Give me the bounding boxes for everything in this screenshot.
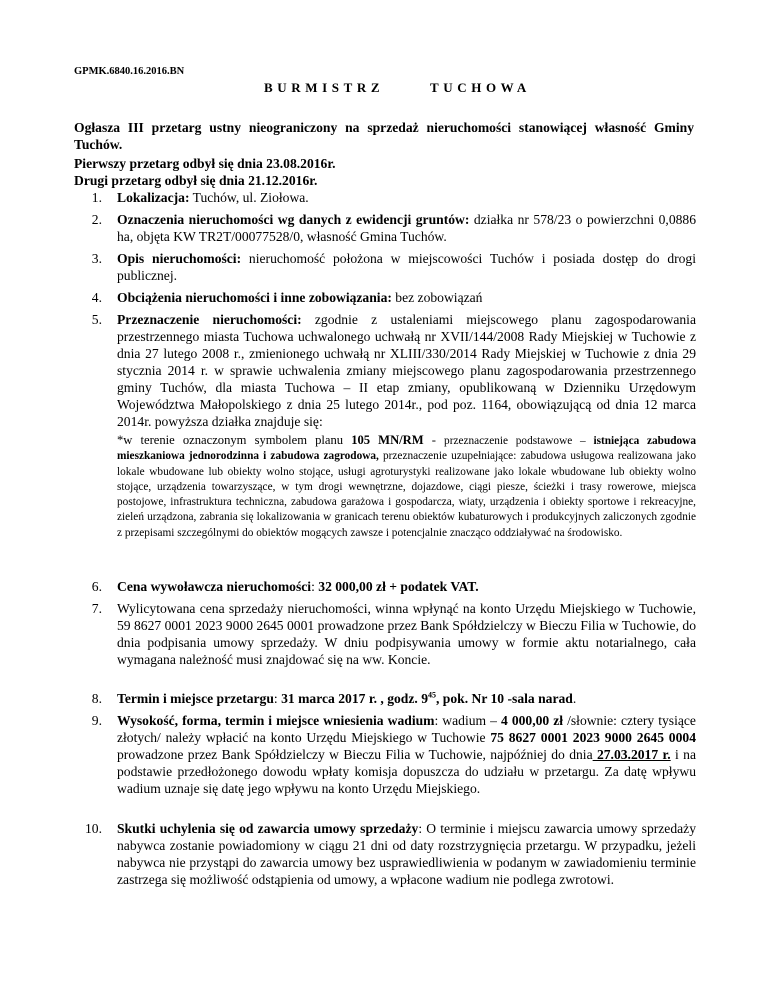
list-item-location xyxy=(74,189,696,206)
item-heading: Obciążenia nieruchomości i inne zobowiązania: xyxy=(117,290,392,305)
item-text: działka nr 578/23 o powierzchni 0,0886 ha, objęta KW TR2T/00077528/0, własność Gmina Tuchów. xyxy=(117,212,697,244)
price-value: 32 000,00 zł + podatek VAT. xyxy=(318,579,479,594)
item-text: Tuchów, ul. Ziołowa. xyxy=(189,190,309,205)
item-number: 1. xyxy=(91,190,102,205)
item-number: 8. xyxy=(91,691,102,706)
item-heading: Termin i miejsce przetargu xyxy=(117,691,274,706)
item-number: 6. xyxy=(91,579,102,594)
header-word-tuchowa: TUCHOWA xyxy=(430,80,531,95)
item-number: 4. xyxy=(91,290,102,305)
first-tender-note: Pierwszy przetarg odbył się dnia 23.08.2016r. xyxy=(74,156,336,171)
zoning-note xyxy=(117,433,696,541)
item-text-2: /słownie: cztery tysiące złotych/ należy wpłacić na konto Urzędu Miejskiego w Tuchowie xyxy=(117,713,696,745)
item-tail: . xyxy=(572,691,577,706)
item-text: zgodnie z ustaleniami miejscowego planu zagospodarowania przestrzennego miasta Tuchowa uchwalonego uchwałą nr XVII/144/2008 Rady Miejskiej w Tuchowie z dnia 27 lutego 2008 r., zmienionego uchwałą nr XLIII/330/2014 Rady Miejskiej w Tuchowie z dnia 29 stycznia 2014 r. w sprawie uchwalenia zmiany miejscowego planu zagospodarowania przestrzennego gminy Tuchów, dla miasta Tuchowa – II etap zmiany, opublikowaną w Dzienniku Urzędowym Województwa Małopolskiego z dnia 25 lutego 2014r., pod poz. 1164, obowiązującą od dnia 12 marca 2014r. powyższa działka znajduje się: xyxy=(117,312,696,429)
zoning-dash: - xyxy=(423,433,445,447)
item-text-4: i na podstawie przedłożonego dowodu wpłaty komisja dopuszcza do udziału w przetargu. Za datę wpływu wadium uznaje się datę jego wpływu na konto Urzędu Miejskiego. xyxy=(117,747,697,796)
deposit-deadline: 27.03.2017 r. xyxy=(592,747,671,762)
list-item-encumbrances xyxy=(74,289,696,306)
list-item-parcel xyxy=(74,211,696,245)
item-number: 9. xyxy=(91,713,102,728)
item-number: 3. xyxy=(91,251,102,266)
zoning-symbol: 105 MN/RM xyxy=(351,433,424,447)
list-item-consequences xyxy=(74,820,696,888)
item-heading: Skutki uchylenia się od zawarcia umowy sprzedaży xyxy=(117,821,419,836)
announcement-title: Ogłasza III przetarg ustny nieograniczony na sprzedaż nieruchomości stanowiącej własność Gminy Tuchów. xyxy=(74,120,694,152)
list-item-date-place xyxy=(74,690,696,707)
item-text: : wadium – xyxy=(434,713,501,728)
zoning-lead: *w terenie oznaczonym symbolem planu xyxy=(117,433,352,447)
deposit-account: 75 8627 0001 2023 9000 2645 0004 xyxy=(490,730,696,745)
list-item-description xyxy=(74,250,696,284)
tender-time-minutes: 45 xyxy=(428,690,436,700)
item-text: bez zobowiązań xyxy=(391,290,483,305)
list-item-deposit xyxy=(74,712,696,797)
item-text-3: prowadzone przez Bank Spółdzielczy w Bieczu Filia w Tuchowie, najpóźniej do dnia xyxy=(117,747,593,762)
zoning-purpose-label: przeznaczenie podstawowe – xyxy=(444,435,594,447)
header-word-burmistrz: BURMISTRZ xyxy=(264,80,385,95)
item-number: 2. xyxy=(91,212,102,227)
tender-room: , pok. Nr 10 -sala narad xyxy=(436,691,573,706)
zoning-rest: przeznaczenie uzupełniające: zabudowa usługowa realizowana jako lokale wbudowane lub obiekty wolno stojące, usługi agroturystyki realizowane jako lokale wbudowane lub obiekty wolno stojące, urządzenia towarzyszące, w tym drogi wewnętrzne, dojazdowe, ciągi piesze, ścieżki i trasy rowerowe, miejsca postojowe, infrastruktura techniczna, zabudowa garażowa i gospodarcza, wiaty, urządzenia i obiekty sportowe i rekreacyjne, zieleń urządzona, zabrania się lokalizowania w granicach terenu obiektów kubaturowych i produkcyjnych zaliczonych zgodnie z przepisami szczególnymi do obiektów mogących zawsze i potencjalnie znacząco oddziaływać na środowisko. xyxy=(117,450,696,539)
second-tender-note: Drugi przetarg odbył się dnia 21.12.2016r. xyxy=(74,173,318,188)
list-item-payment xyxy=(74,600,696,668)
item-number: 5. xyxy=(91,312,102,327)
item-heading: Przeznaczenie nieruchomości: xyxy=(117,312,302,327)
tender-date: 31 marca 2017 r. , godz. 9 xyxy=(281,691,428,706)
item-text: : xyxy=(273,691,282,706)
item-heading: Opis nieruchomości: xyxy=(117,251,242,266)
item-number: 10. xyxy=(85,821,102,836)
item-number: 7. xyxy=(91,601,102,616)
item-heading: Cena wywoławcza nieruchomości xyxy=(117,579,312,594)
item-heading: Wysokość, forma, termin i miejsce wniesienia wadium xyxy=(117,713,435,728)
list-item-starting-price xyxy=(74,578,696,595)
document-reference: GPMK.6840.16.2016.BN xyxy=(74,66,185,77)
item-heading: Lokalizacja: xyxy=(117,190,190,205)
item-heading: Oznaczenia nieruchomości wg danych z ewidencji gruntów: xyxy=(117,212,470,227)
item-text: Wylicytowana cena sprzedaży nieruchomości, winna wpłynąć na konto Urzędu Miejskiego w Tuchowie, 59 8627 0001 2023 9000 2645 0001 prowadzone przez Bank Spółdzielczy w Bieczu Filia w Tuchowie, do dnia podpisania umowy sprzedaży. W dniu podpisywania umowy w formie aktu notarialnego, cała wymagana należność musi znajdować się na ww. Koncie. xyxy=(117,601,696,667)
item-text: : xyxy=(311,579,319,594)
list-item-purpose xyxy=(74,311,696,430)
zoning-purpose: istniejąca zabudowa mieszkaniowa jednorodzinna i zabudowa zagrodowa, xyxy=(117,435,696,463)
deposit-amount: 4 000,00 zł xyxy=(500,713,564,728)
item-text: nieruchomość położona w miejscowości Tuchów i posiada dostęp do drogi publicznej. xyxy=(117,251,697,283)
item-text: : O terminie i miejscu zawarcia umowy sprzedaży nabywca zostanie powiadomiony w ciągu 21 dni od daty rozstrzygnięcia przetargu. W przypadku, jeżeli nabywca nie przystąpi do zawarcia umowy bez usprawiedliwienia w podanym w zawiadomieniu terminie zastrzega się możliwość odstąpienia od umowy, a wpłacone wadium nie podlega zwrotowi. xyxy=(117,821,696,887)
